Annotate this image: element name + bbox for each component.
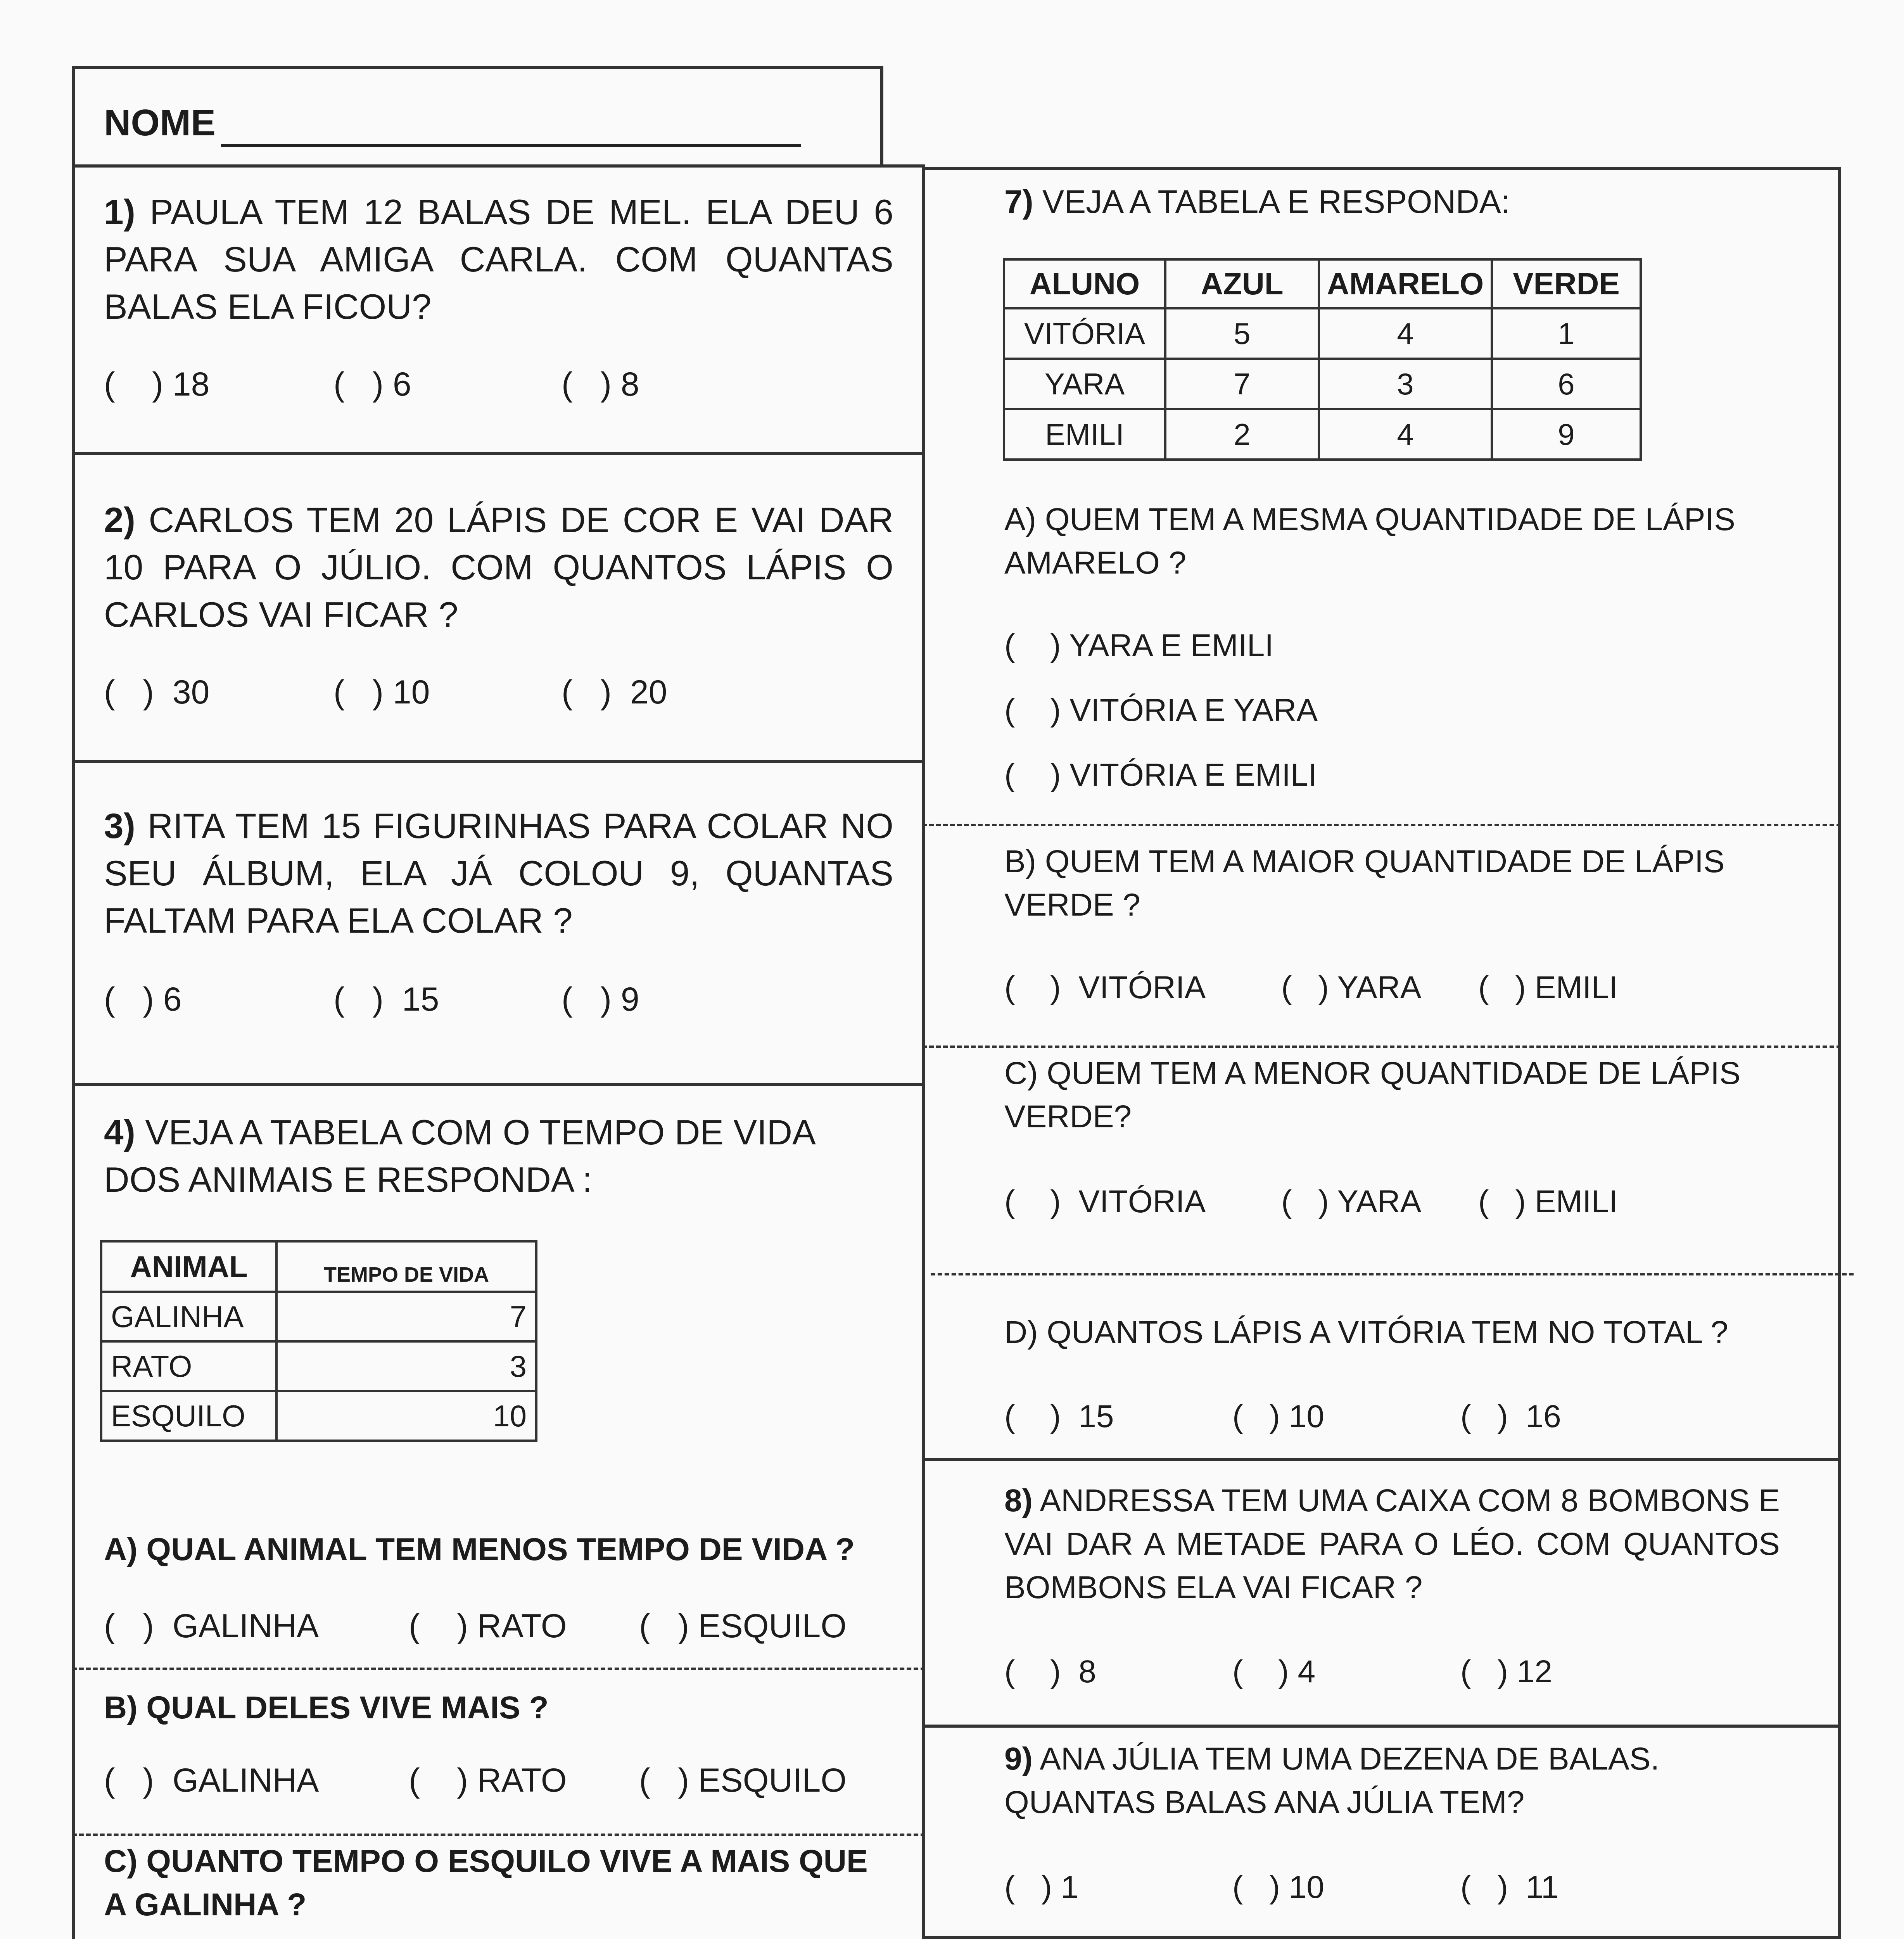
table-header: AMARELO: [1319, 259, 1492, 308]
option[interactable]: ( ) 12: [1460, 1654, 1552, 1689]
dashed-separator: [922, 824, 1841, 826]
option[interactable]: ( ) 16: [1460, 1399, 1561, 1434]
option[interactable]: ( ) 15: [1004, 1399, 1114, 1434]
dashed-separator: [922, 1046, 1841, 1048]
question-4a: A) QUAL ANIMAL TEM MENOS TEMPO DE VIDA ?: [104, 1532, 855, 1567]
table-header: ANIMAL: [101, 1241, 276, 1292]
option[interactable]: ( ) 1: [1004, 1870, 1079, 1905]
table-cell: GALINHA: [101, 1292, 276, 1341]
option[interactable]: ( ) 10: [333, 674, 430, 711]
option[interactable]: ( ) YARA: [1281, 970, 1422, 1005]
question-number: 4): [104, 1113, 135, 1152]
question-7a: A) QUEM TEM A MESMA QUANTIDADE DE LÁPIS AMARELO ?: [1004, 502, 1735, 581]
option[interactable]: ( ) EMILI: [1478, 970, 1618, 1005]
question-4b: B) QUAL DELES VIVE MAIS ?: [104, 1690, 549, 1725]
question-text: PAULA TEM 12 BALAS DE MEL. ELA DEU 6 PARA SUA AMIGA CARLA. COM QUANTAS BALAS ELA FICOU?: [104, 193, 893, 327]
name-label: NOME: [104, 102, 216, 143]
separator: [922, 1936, 1841, 1939]
separator: [922, 1725, 1841, 1728]
table-cell: YARA: [1004, 359, 1165, 409]
table-cell: 7: [276, 1292, 536, 1341]
name-input-line[interactable]: [221, 144, 801, 147]
option[interactable]: ( ) 10: [1232, 1399, 1324, 1434]
question-3: [104, 803, 893, 945]
option[interactable]: ( ) 8: [1004, 1654, 1096, 1689]
table-cell: RATO: [101, 1341, 276, 1391]
question-number: 3): [104, 807, 135, 846]
question-7: [1004, 180, 1819, 223]
table-cell: VITÓRIA: [1004, 308, 1165, 359]
dashed-separator: [72, 1834, 925, 1836]
question-7c: C) QUEM TEM A MENOR QUANTIDADE DE LÁPIS VERDE?: [1004, 1056, 1741, 1134]
question-text: VEJA A TABELA COM O TEMPO DE VIDA DOS ANIMAIS E RESPONDA :: [104, 1113, 814, 1199]
option[interactable]: ( ) ESQUILO: [639, 1762, 847, 1799]
separator: [922, 1458, 1841, 1461]
pencil-table: [1003, 258, 1642, 461]
option[interactable]: ( ) VITÓRIA E YARA: [1004, 693, 1318, 728]
table-cell: 1: [1492, 308, 1641, 359]
separator: [72, 452, 925, 455]
animal-table: [100, 1240, 537, 1442]
option[interactable]: ( ) ESQUILO: [639, 1607, 847, 1645]
question-number: 7): [1004, 183, 1033, 220]
left-border: [72, 165, 75, 1939]
option[interactable]: ( ) EMILI: [1478, 1184, 1618, 1219]
question-number: 9): [1004, 1741, 1033, 1777]
option[interactable]: ( ) 9: [562, 981, 639, 1018]
table-cell: 10: [276, 1391, 536, 1441]
question-4: [104, 1109, 841, 1204]
option[interactable]: ( ) 4: [1232, 1654, 1316, 1689]
option[interactable]: ( ) RATO: [409, 1607, 567, 1645]
right-border: [1838, 167, 1841, 1939]
option[interactable]: ( ) 30: [104, 674, 210, 711]
table-cell: 6: [1492, 359, 1641, 409]
table-cell: 9: [1492, 409, 1641, 460]
option[interactable]: ( ) 20: [562, 674, 667, 711]
top-left-border: [72, 164, 925, 168]
question-7d: D) QUANTOS LÁPIS A VITÓRIA TEM NO TOTAL ?: [1004, 1315, 1728, 1350]
question-text: ANA JÚLIA TEM UMA DEZENA DE BALAS. QUANTAS BALAS ANA JÚLIA TEM?: [1004, 1741, 1660, 1820]
question-number: 8): [1004, 1483, 1033, 1518]
option[interactable]: ( ) 15: [333, 981, 439, 1018]
question-4c: C) QUANTO TEMPO O ESQUILO VIVE A MAIS QUE A GALINHA ?: [104, 1844, 868, 1922]
dashed-separator: [72, 1668, 925, 1670]
question-9: [1004, 1737, 1702, 1824]
option[interactable]: ( ) GALINHA: [104, 1607, 319, 1645]
question-text: RITA TEM 15 FIGURINHAS PARA COLAR NO SEU ÁLBUM, ELA JÁ COLOU 9, QUANTAS FALTAM PARA ELA COLAR ?: [104, 807, 893, 940]
table-cell: 2: [1165, 409, 1319, 460]
question-number: 1): [104, 193, 135, 232]
question-text: ANDRESSA TEM UMA CAIXA COM 8 BOMBONS E VAI DAR A METADE PARA O LÉO. COM QUANTOS BOMBONS ELA VAI FICAR ?: [1004, 1483, 1780, 1605]
table-cell: 3: [1319, 359, 1492, 409]
question-2: [104, 497, 893, 639]
option[interactable]: ( ) GALINHA: [104, 1762, 319, 1799]
option[interactable]: ( ) VITÓRIA: [1004, 970, 1206, 1005]
option[interactable]: ( ) 10: [1232, 1870, 1324, 1905]
option[interactable]: ( ) YARA: [1281, 1184, 1422, 1219]
dashed-separator: [931, 1273, 1854, 1275]
option[interactable]: ( ) VITÓRIA: [1004, 1184, 1206, 1219]
option[interactable]: ( ) 6: [104, 981, 182, 1018]
option[interactable]: ( ) 18: [104, 366, 210, 403]
table-cell: EMILI: [1004, 409, 1165, 460]
table-cell: 4: [1319, 409, 1492, 460]
table-header: VERDE: [1492, 259, 1641, 308]
table-header: TEMPO DE VIDA: [276, 1241, 536, 1292]
option[interactable]: ( ) 11: [1460, 1870, 1559, 1905]
option[interactable]: ( ) VITÓRIA E EMILI: [1004, 757, 1317, 793]
table-header: AZUL: [1165, 259, 1319, 308]
question-1: [104, 189, 893, 331]
question-8: [1004, 1479, 1780, 1609]
table-cell: 3: [276, 1341, 536, 1391]
separator: [72, 760, 925, 763]
option[interactable]: ( ) 8: [562, 366, 639, 403]
question-text: VEJA A TABELA E RESPONDA:: [1042, 183, 1510, 220]
top-right-border: [922, 167, 1841, 170]
option[interactable]: ( ) YARA E EMILI: [1004, 628, 1274, 663]
separator: [72, 1083, 925, 1086]
table-cell: ESQUILO: [101, 1391, 276, 1441]
question-number: 2): [104, 501, 135, 540]
option[interactable]: ( ) RATO: [409, 1762, 567, 1799]
question-text: CARLOS TEM 20 LÁPIS DE COR E VAI DAR 10 PARA O JÚLIO. COM QUANTOS LÁPIS O CARLOS VAI FICAR ?: [104, 501, 893, 634]
column-divider: [922, 165, 925, 1939]
question-7b: B) QUEM TEM A MAIOR QUANTIDADE DE LÁPIS VERDE ?: [1004, 844, 1725, 923]
table-cell: 7: [1165, 359, 1319, 409]
table-cell: 5: [1165, 308, 1319, 359]
table-header: ALUNO: [1004, 259, 1165, 308]
option[interactable]: ( ) 6: [333, 366, 411, 403]
table-cell: 4: [1319, 308, 1492, 359]
